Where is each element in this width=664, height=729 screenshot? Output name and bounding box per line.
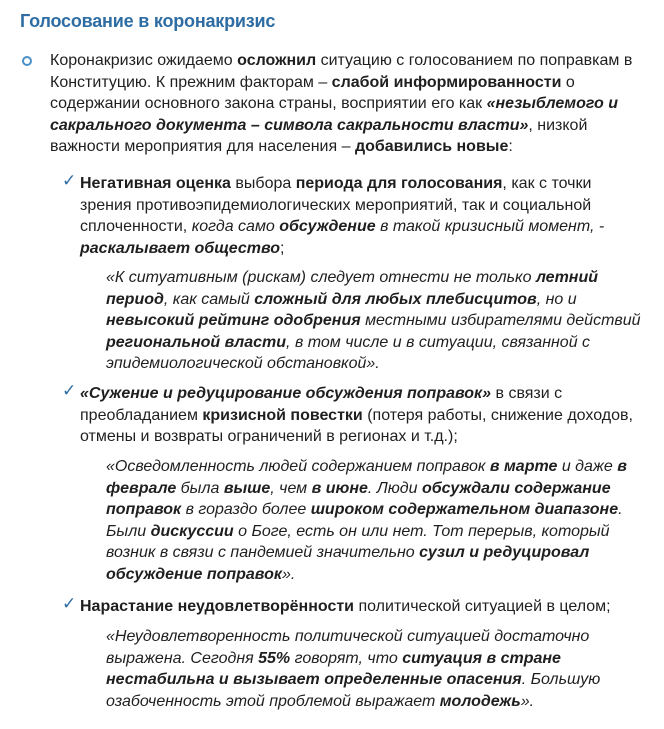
text-run: раскалывает общество (80, 239, 281, 257)
text-run: выше (223, 479, 271, 497)
quote-block (106, 267, 646, 375)
page-title: Голосование в коронакризис (20, 11, 276, 31)
text-run: , как самый (163, 290, 255, 308)
text-run: «Сужение и редуцирование обсуждения поправок» (80, 385, 492, 402)
text-run: когда само (191, 218, 280, 235)
text-run: в связи с преобладанием (80, 385, 563, 424)
text-run: сложный для любых плебисцитов (254, 290, 537, 308)
text-run: в июне (311, 479, 368, 497)
text-run: , но и (536, 290, 577, 308)
text-run: в такой кризисный момент, - (375, 218, 605, 235)
text-run: «незыблемого и сакрального документа – символа сакральности власти» (50, 95, 618, 134)
text-run: говорят, что (290, 649, 403, 667)
text-run: ситуацию с голосованием по поправкам в Конституцию. К прежним факторам – (50, 52, 633, 91)
list-item (80, 383, 642, 448)
text-run: политической ситуацией в целом; (354, 598, 611, 615)
bullet-ring-icon (22, 56, 32, 66)
text-run: «Осведомленность людей содержанием поправок (106, 458, 490, 475)
text-run: , низкой важности мероприятия для населения – (50, 116, 588, 155)
text-run: широком содержательном диапазоне (310, 501, 619, 518)
quote-block (106, 456, 646, 585)
list-item (80, 173, 642, 259)
text-run: добавились новые (354, 138, 509, 155)
text-run: . Люди (367, 479, 422, 497)
text-run: ; (280, 239, 285, 257)
text-run: о содержании основного закона страны, восприятии его как (50, 73, 575, 112)
list-item (80, 596, 642, 618)
text-run: Нарастание неудовлетворённости (80, 598, 355, 615)
text-run: периода для голосования (295, 175, 503, 192)
text-run: в гораздо более (181, 501, 311, 518)
text-run: ситуация в стране нестабильна и вызывает определенные опасения (106, 649, 561, 688)
checkmark-icon: ✓ (62, 381, 77, 401)
text-run: дискуссии (150, 522, 234, 540)
text-run: ». (520, 692, 535, 710)
text-run: (потеря работы, снижение доходов, отмены и возвраты ограничений в регионах и т.д.); (80, 406, 633, 445)
text-run: невысокий рейтинг одобрения (106, 312, 361, 329)
text-run: обсуждение (279, 218, 376, 235)
text-run: , чем (270, 479, 312, 497)
text-run: сузил и редуцировал обсуждение поправок (106, 544, 590, 583)
quote-block (106, 626, 646, 712)
checkmark-icon: ✓ (62, 594, 77, 614)
text-run: и даже (557, 458, 618, 475)
text-run: «Неудовлетворенность политической ситуацией достаточно выражена. Сегодня (106, 628, 590, 667)
text-run: «К ситуативным (рискам) следует отнести не только (106, 269, 536, 286)
text-run: . Были (106, 501, 623, 540)
text-run: была (176, 479, 224, 497)
text-run: обсуждали содержание поправок (106, 479, 611, 518)
text-run: , как с точки зрения противоэпидемиологических мероприятий, так и социальной сплоченности, (80, 175, 592, 235)
text-run: . Большую озабоченность этой проблемой выражает (106, 671, 601, 710)
text-run: слабой информированности (331, 73, 562, 91)
text-run: 55% (258, 649, 291, 667)
text-run: молодежь (439, 692, 521, 710)
text-run: ». (281, 565, 296, 583)
text-run: кризисной повестки (202, 406, 363, 424)
text-run: , в том числе и в ситуации, связанной с эпидемиологической обстановкой». (106, 333, 591, 372)
text-run: осложнил (237, 52, 317, 69)
text-run: : (508, 138, 513, 155)
text-run: в феврале (106, 458, 627, 497)
text-run: региональной власти (106, 333, 287, 351)
text-run: Негативная оценка (80, 175, 231, 192)
text-run: в марте (489, 458, 558, 475)
checkmark-icon: ✓ (62, 171, 77, 191)
text-run: о Боге, есть он или нет. Тот перерыв, который возник в связи с пандемией значительно (106, 522, 610, 561)
text-run: Коронакризис ожидаемо (50, 52, 238, 69)
text-run: местными избирателями действий (360, 312, 641, 329)
intro-paragraph (50, 50, 642, 158)
text-run: выбора (230, 175, 296, 192)
text-run: летний период (106, 269, 599, 308)
